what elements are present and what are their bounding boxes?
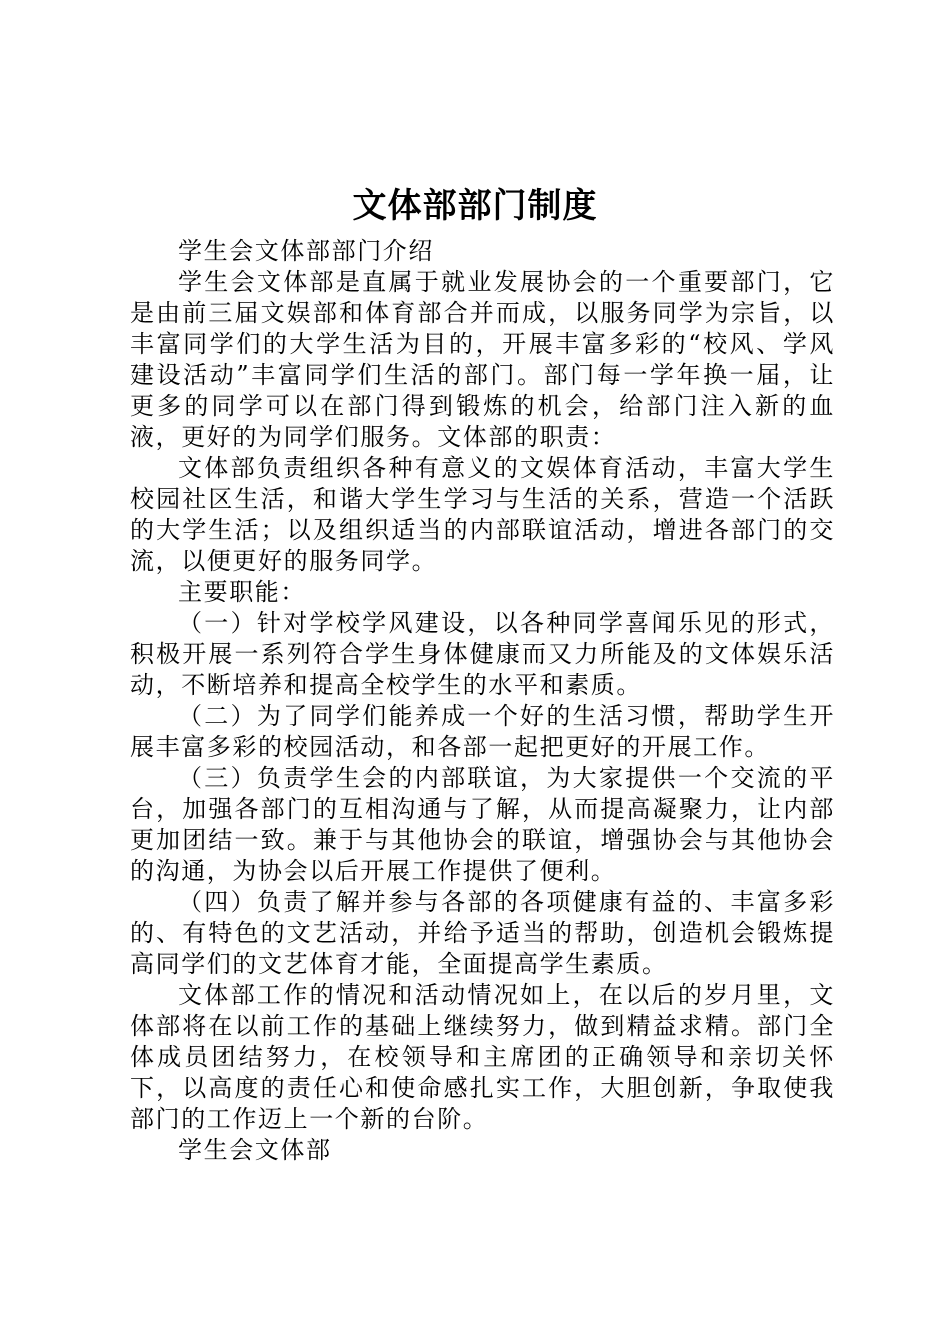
paragraph-conclusion: 文体部工作的情况和活动情况如上，在以后的岁月里，文体部将在以前工作的基础上继续努力，做到精益求精。部门全体成员团结努力，在校领导和主席团的正确领导和亲切关怀下，以高度的责任心和使命感扎实工作，大胆创新，争取使我部门的工作迈上一个新的台阶。	[130, 981, 835, 1133]
paragraph-department-overview: 学生会文体部是直属于就业发展协会的一个重要部门，它是由前三届文娱部和体育部合并而成，以服务同学为宗旨，以丰富同学们的大学生活为目的，开展丰富多彩的“校风、学风建设活动”丰富同学们生活的部门。部门每一学年换一届，让更多的同学可以在部门得到锻炼的机会，给部门注入新的血液，更好的为同学们服务。文体部的职责：	[130, 268, 835, 451]
document-title: 文体部部门制度	[352, 186, 598, 226]
function-item-1: （一）针对学校学风建设，以各种同学喜闻乐见的形式，积极开展一系列符合学生身体健康而又力所能及的文体娱乐活动，不断培养和提高全校学生的水平和素质。	[130, 609, 835, 699]
function-item-4: （四）负责了解并参与各部的各项健康有益的、丰富多彩的、有特色的文艺活动，并给予适当的帮助，创造机会锻炼提高同学们的文艺体育才能，全面提高学生素质。	[130, 888, 835, 978]
function-item-2: （二）为了同学们能养成一个好的生活习惯，帮助学生开展丰富多彩的校园活动，和各部一起把更好的开展工作。	[130, 702, 835, 761]
signature: 学生会文体部	[178, 1136, 332, 1164]
paragraph-responsibilities: 文体部负责组织各种有意义的文娱体育活动，丰富大学生校园社区生活，和谐大学生学习与生活的关系，营造一个活跃的大学生活；以及组织适当的内部联谊活动，增进各部门的交流，以便更好的服务同学。	[130, 454, 835, 575]
function-item-3: （三）负责学生会的内部联谊，为大家提供一个交流的平台，加强各部门的互相沟通与了解，从而提高凝聚力，让内部更加团结一致。兼于与其他协会的联谊，增强协会与其他协会的沟通，为协会以后开展工作提供了便利。	[130, 764, 835, 885]
section-heading-intro: 学生会文体部部门介绍	[178, 237, 434, 265]
document-body	[130, 236, 835, 1166]
section-heading-functions: 主要职能：	[178, 578, 306, 606]
